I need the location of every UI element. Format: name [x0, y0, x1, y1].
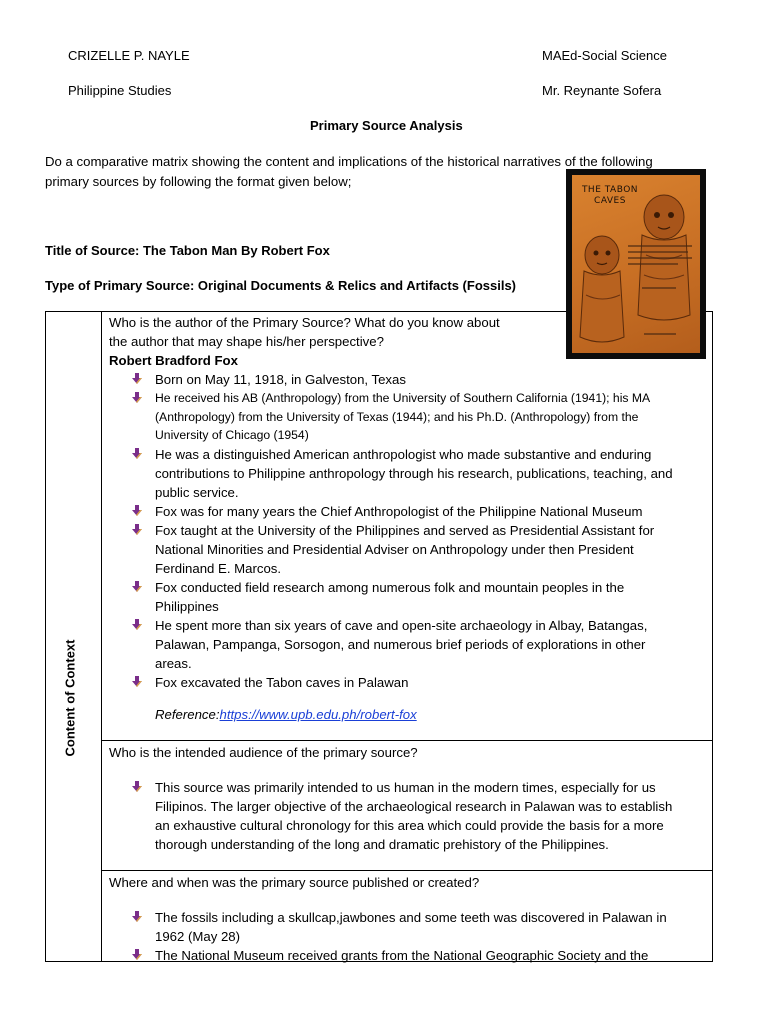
- book-cover-image: [566, 169, 706, 359]
- document-title: Primary Source Analysis: [310, 118, 463, 133]
- bullet-line: 1962 (May 28): [155, 929, 241, 944]
- bullet-item: [155, 370, 711, 389]
- bullet-line: This source was primarily intended to us human in the modern times, especially for us: [155, 780, 656, 795]
- arrow-bullet-icon: [131, 524, 143, 536]
- bullet-item: [155, 445, 711, 502]
- bullet-line: (Anthropology) from the University of Texas (1944); and his Ph.D. (Anthropology) from the: [155, 409, 639, 424]
- bullet-line: Filipinos. The larger objective of the archaeological research in Palawan was to establish: [155, 799, 673, 814]
- bullet-line: Palawan, Pampanga, Sorsogon, and numerous brief periods of explorations in other: [155, 637, 646, 653]
- bullet-line: The fossils including a skullcap,jawbones and some teeth was discovered in Palawan in: [155, 910, 667, 925]
- bullet-line: thorough understanding of the long and dramatic prehistory of the Philippines.: [155, 837, 609, 852]
- program-label: MAEd-Social Science: [542, 48, 667, 63]
- bullet-line: University of Chicago (1954): [155, 428, 309, 443]
- author-question-line-1: Who is the author of the Primary Source? What do you know about: [109, 315, 500, 330]
- arrow-bullet-icon: [131, 781, 143, 793]
- publication-question: Where and when was the primary source published or created?: [109, 875, 480, 890]
- audience-list: [155, 778, 711, 854]
- arrow-bullet-icon: [131, 676, 143, 688]
- row-divider-1: [101, 740, 713, 741]
- publication-list: [155, 908, 711, 965]
- bullet-item: [155, 673, 711, 692]
- bullet-item: [155, 908, 711, 946]
- bullet-line: He spent more than six years of cave and open-site archaeology in Albay, Batangas,: [155, 618, 648, 634]
- bullet-line: public service.: [155, 485, 239, 501]
- cover-title: THE TABON CAVES: [581, 185, 639, 206]
- student-name: CRIZELLE P. NAYLE: [68, 48, 190, 63]
- bullet-item: [155, 502, 711, 521]
- bullet-line: Fox conducted field research among numerous folk and mountain peoples in the: [155, 580, 625, 596]
- bullet-line: He was a distinguished American anthropologist who made substantive and enduring: [155, 447, 652, 463]
- bullet-item: [155, 578, 711, 616]
- cover-subtitle: [628, 239, 694, 263]
- arrow-bullet-icon: [131, 392, 143, 404]
- course-label: Philippine Studies: [68, 83, 172, 98]
- source-type: Type of Primary Source: Original Documents & Relics and Artifacts (Fossils): [45, 278, 517, 293]
- author-question-line-2: the author that may shape his/her perspective?: [109, 334, 384, 349]
- bullet-line: He received his AB (Anthropology) from the University of Southern California (1941); his MA: [155, 391, 651, 405]
- tabon-jar-figures: [572, 175, 700, 353]
- bullet-item: [155, 778, 711, 854]
- table-side-label: Content of Context: [62, 639, 78, 757]
- audience-question: Who is the intended audience of the primary source?: [109, 745, 418, 760]
- reference-link[interactable]: https://www.upb.edu.ph/robert-fox: [219, 707, 417, 722]
- arrow-bullet-icon: [131, 949, 143, 961]
- bullet-line: Philippines: [155, 599, 219, 615]
- arrow-bullet-icon: [131, 373, 143, 385]
- arrow-bullet-icon: [131, 581, 143, 593]
- source-title: Title of Source: The Tabon Man By Robert Fox: [45, 243, 330, 258]
- bullet-line: Born on May 11, 1918, in Galveston, Texas: [155, 372, 406, 387]
- bullet-line: an exhaustive cultural chronology for this area which could provide the basis for a more: [155, 818, 664, 833]
- arrow-bullet-icon: [131, 911, 143, 923]
- intro-line-1: Do a comparative matrix showing the content and implications of the historical narratives of the following: [45, 154, 653, 169]
- bullet-line: areas.: [155, 656, 192, 672]
- bullet-line: contributions to Philippine anthropology through his research, publications, teaching, and: [155, 466, 673, 482]
- arrow-bullet-icon: [131, 505, 143, 517]
- bullet-line: Fox excavated the Tabon caves in Palawan: [155, 675, 409, 691]
- bullet-item: [155, 616, 711, 673]
- instructor-label: Mr. Reynante Sofera: [542, 83, 662, 98]
- reference-label: Reference:: [155, 707, 220, 722]
- bullet-line: Ferdinand E. Marcos.: [155, 561, 282, 577]
- row-divider-2: [101, 870, 713, 871]
- author-name: Robert Bradford Fox: [109, 353, 238, 368]
- bullet-item: [155, 946, 711, 965]
- bullet-item: [155, 521, 711, 578]
- reference-line: [155, 705, 417, 724]
- bullet-item: [155, 389, 711, 445]
- arrow-bullet-icon: [131, 619, 143, 631]
- bullet-line: National Minorities and Presidential Adviser on Anthropology under then President: [155, 542, 634, 558]
- bullet-line: Fox taught at the University of the Philippines and served as Presidential Assistant for: [155, 523, 655, 539]
- bullet-line: Fox was for many years the Chief Anthropologist of the Philippine National Museum: [155, 504, 643, 520]
- bullet-line: The National Museum received grants from the National Geographic Society and the: [155, 948, 649, 963]
- table-column-divider: [101, 311, 102, 962]
- intro-line-2: primary sources by following the format given below;: [45, 174, 352, 189]
- arrow-bullet-icon: [131, 448, 143, 460]
- author-facts-list: [155, 370, 711, 692]
